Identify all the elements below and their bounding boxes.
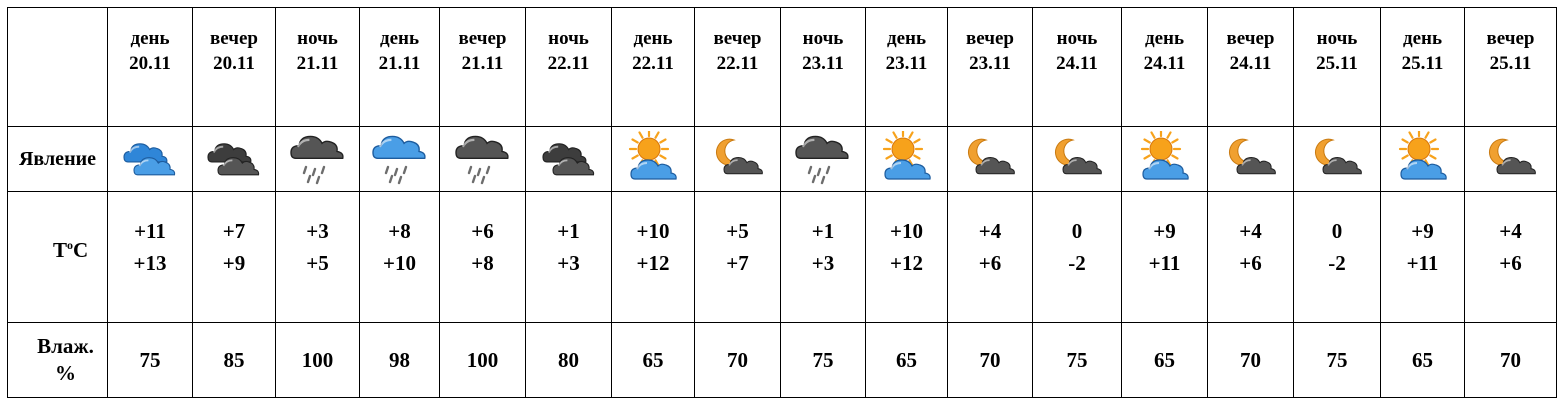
period-label: ночь xyxy=(1056,28,1098,49)
date-label: 23.11 xyxy=(969,53,1011,74)
temperature-cell xyxy=(1381,192,1465,323)
header-cell xyxy=(1381,8,1465,127)
header-cell xyxy=(1122,8,1208,127)
header-cell xyxy=(612,8,695,127)
date-label: 24.11 xyxy=(1056,53,1098,74)
humidity-label xyxy=(8,323,108,398)
temp-high: +9 xyxy=(222,251,246,275)
forecast-table xyxy=(7,7,1557,398)
period-label: ночь xyxy=(297,28,338,49)
moon-cloud-icon xyxy=(1294,131,1380,187)
temp-low: +7 xyxy=(222,219,246,243)
phenomenon-cell xyxy=(440,127,526,192)
moon-cloud-icon xyxy=(1033,131,1121,187)
humidity-cell: 100 xyxy=(276,323,360,398)
moon-cloud-icon xyxy=(948,131,1032,187)
humidity-cell: 70 xyxy=(948,323,1033,398)
period-label: ночь xyxy=(548,28,589,49)
temperature-cell xyxy=(276,192,360,323)
temperature-label-t: T xyxy=(53,237,68,262)
date-label: 22.11 xyxy=(716,53,759,74)
corner-cell xyxy=(8,8,108,127)
humidity-cell: 100 xyxy=(440,323,526,398)
humidity-cell: 65 xyxy=(1122,323,1208,398)
temp-low: +10 xyxy=(890,219,923,243)
temp-low: +1 xyxy=(557,219,580,243)
date-label: 24.11 xyxy=(1143,53,1186,74)
humidity-cell: 70 xyxy=(1465,323,1557,398)
humidity-cell: 65 xyxy=(612,323,695,398)
date-label: 22.11 xyxy=(632,53,674,74)
humidity-label-line1: Влаж. xyxy=(37,334,94,358)
header-cell xyxy=(948,8,1033,127)
phenomenon-cell xyxy=(276,127,360,192)
cloudy-dark-icon xyxy=(193,131,275,187)
phenomenon-label: Явление xyxy=(8,127,108,192)
humidity-cell: 70 xyxy=(1208,323,1294,398)
header-cell xyxy=(360,8,440,127)
period-label: день xyxy=(886,28,927,49)
period-label: вечер xyxy=(1226,28,1275,49)
phenomenon-cell xyxy=(1381,127,1465,192)
date-label: 21.11 xyxy=(378,53,421,74)
temp-low: +11 xyxy=(134,219,166,243)
cloudy-blue-icon xyxy=(108,131,192,187)
phenomenon-cell xyxy=(695,127,781,192)
phenomenon-cell xyxy=(108,127,193,192)
humidity-cell: 75 xyxy=(781,323,866,398)
temperature-row xyxy=(8,192,1557,323)
moon-cloud-icon xyxy=(1465,131,1556,187)
humidity-cell: 80 xyxy=(526,323,612,398)
header-cell xyxy=(1033,8,1122,127)
temp-low: +1 xyxy=(811,219,835,243)
moon-cloud-icon xyxy=(1208,131,1293,187)
temp-high: +6 xyxy=(1239,251,1262,275)
temperature-cell xyxy=(612,192,695,323)
header-cell xyxy=(108,8,193,127)
header-cell xyxy=(276,8,360,127)
date-label: 22.11 xyxy=(547,53,590,74)
sun-cloud-icon xyxy=(1122,131,1207,187)
temp-low: +4 xyxy=(1239,219,1262,243)
temp-high: +6 xyxy=(978,251,1002,275)
period-label: вечер xyxy=(210,28,258,49)
sun-cloud-icon xyxy=(612,131,694,187)
rain-blue-icon xyxy=(360,131,439,187)
temp-high: -2 xyxy=(1328,251,1346,275)
temp-low: +9 xyxy=(1153,219,1176,243)
temp-low: +4 xyxy=(978,219,1002,243)
humidity-cell: 65 xyxy=(866,323,948,398)
date-label: 20.11 xyxy=(129,53,171,74)
temperature-cell xyxy=(866,192,948,323)
temp-low: 0 xyxy=(1331,219,1343,243)
temp-high: +11 xyxy=(1148,251,1181,275)
rain-dark-icon xyxy=(440,131,525,187)
phenomenon-cell xyxy=(866,127,948,192)
humidity-cell: 65 xyxy=(1381,323,1465,398)
temp-high: +13 xyxy=(133,251,167,275)
temperature-label-degree: o xyxy=(67,237,74,252)
temp-high: +6 xyxy=(1499,251,1522,275)
period-label: день xyxy=(1402,28,1443,49)
period-label: день xyxy=(379,28,420,49)
header-cell xyxy=(781,8,866,127)
temp-high: +10 xyxy=(383,251,416,275)
temperature-cell xyxy=(1033,192,1122,323)
temp-high: +5 xyxy=(306,251,329,275)
temp-low: 0 xyxy=(1071,219,1083,243)
period-label: вечер xyxy=(966,28,1014,49)
temperature-cell xyxy=(1294,192,1381,323)
sun-cloud-icon xyxy=(866,131,947,187)
phenomenon-cell xyxy=(948,127,1033,192)
period-label: ночь xyxy=(802,28,844,49)
cloudy-dark-icon xyxy=(526,131,611,187)
period-label: день xyxy=(633,28,673,49)
header-cell xyxy=(526,8,612,127)
temperature-cell xyxy=(193,192,276,323)
humidity-cell: 70 xyxy=(695,323,781,398)
temperature-cell xyxy=(1122,192,1208,323)
temperature-cell xyxy=(360,192,440,323)
temp-high: +8 xyxy=(471,251,494,275)
temperature-label-c: C xyxy=(73,237,89,262)
temp-low: +8 xyxy=(388,219,411,243)
date-label: 21.11 xyxy=(461,53,504,74)
date-label: 21.11 xyxy=(296,53,339,74)
period-label: вечер xyxy=(713,28,762,49)
header-cell xyxy=(1208,8,1294,127)
moon-cloud-icon xyxy=(695,131,780,187)
sun-cloud-icon xyxy=(1381,131,1464,187)
phenomenon-cell xyxy=(781,127,866,192)
temperature-cell xyxy=(781,192,866,323)
date-label: 24.11 xyxy=(1229,53,1272,74)
humidity-cell: 85 xyxy=(193,323,276,398)
temperature-cell xyxy=(108,192,193,323)
date-label: 25.11 xyxy=(1316,53,1358,74)
temperature-cell xyxy=(1208,192,1294,323)
date-label: 23.11 xyxy=(802,53,844,74)
phenomenon-cell xyxy=(612,127,695,192)
period-label: вечер xyxy=(458,28,507,49)
humidity-cell: 75 xyxy=(1294,323,1381,398)
phenomenon-cell xyxy=(526,127,612,192)
humidity-row xyxy=(8,323,1557,398)
temperature-cell xyxy=(1465,192,1557,323)
rain-dark-icon xyxy=(781,131,865,187)
phenomenon-cell xyxy=(1208,127,1294,192)
temp-high: -2 xyxy=(1068,251,1086,275)
header-cell xyxy=(193,8,276,127)
date-label: 23.11 xyxy=(885,53,928,74)
temp-low: +3 xyxy=(306,219,329,243)
temp-high: +12 xyxy=(890,251,923,275)
humidity-cell: 98 xyxy=(360,323,440,398)
temperature-cell xyxy=(695,192,781,323)
header-cell xyxy=(695,8,781,127)
header-row xyxy=(8,8,1557,127)
phenomenon-cell xyxy=(1465,127,1557,192)
temp-low: +5 xyxy=(726,219,749,243)
humidity-cell: 75 xyxy=(108,323,193,398)
temp-high: +7 xyxy=(726,251,749,275)
temp-low: +9 xyxy=(1411,219,1434,243)
temp-low: +4 xyxy=(1499,219,1522,243)
temperature-label xyxy=(8,192,108,323)
date-label: 25.11 xyxy=(1401,53,1444,74)
humidity-label-line2: % xyxy=(55,361,76,385)
header-cell xyxy=(1465,8,1557,127)
header-cell xyxy=(866,8,948,127)
temp-high: +3 xyxy=(811,251,835,275)
humidity-cell: 75 xyxy=(1033,323,1122,398)
temperature-cell xyxy=(440,192,526,323)
phenomenon-cell xyxy=(193,127,276,192)
temp-low: +6 xyxy=(471,219,494,243)
phenomenon-cell xyxy=(360,127,440,192)
period-label: вечер xyxy=(1486,28,1535,49)
date-label: 20.11 xyxy=(213,53,255,74)
phenomenon-cell xyxy=(1294,127,1381,192)
temperature-cell xyxy=(526,192,612,323)
period-label: день xyxy=(130,28,170,49)
temp-high: +3 xyxy=(557,251,580,275)
temp-high: +12 xyxy=(636,251,670,275)
period-label: день xyxy=(1144,28,1185,49)
header-cell xyxy=(1294,8,1381,127)
header-cell xyxy=(440,8,526,127)
phenomenon-cell xyxy=(1033,127,1122,192)
temp-high: +11 xyxy=(1406,251,1439,275)
period-label: ночь xyxy=(1316,28,1358,49)
temperature-cell xyxy=(948,192,1033,323)
temp-low: +10 xyxy=(636,219,670,243)
phenomenon-cell xyxy=(1122,127,1208,192)
phenomenon-row xyxy=(8,127,1557,192)
date-label: 25.11 xyxy=(1489,53,1532,74)
rain-dark-icon xyxy=(276,131,359,187)
